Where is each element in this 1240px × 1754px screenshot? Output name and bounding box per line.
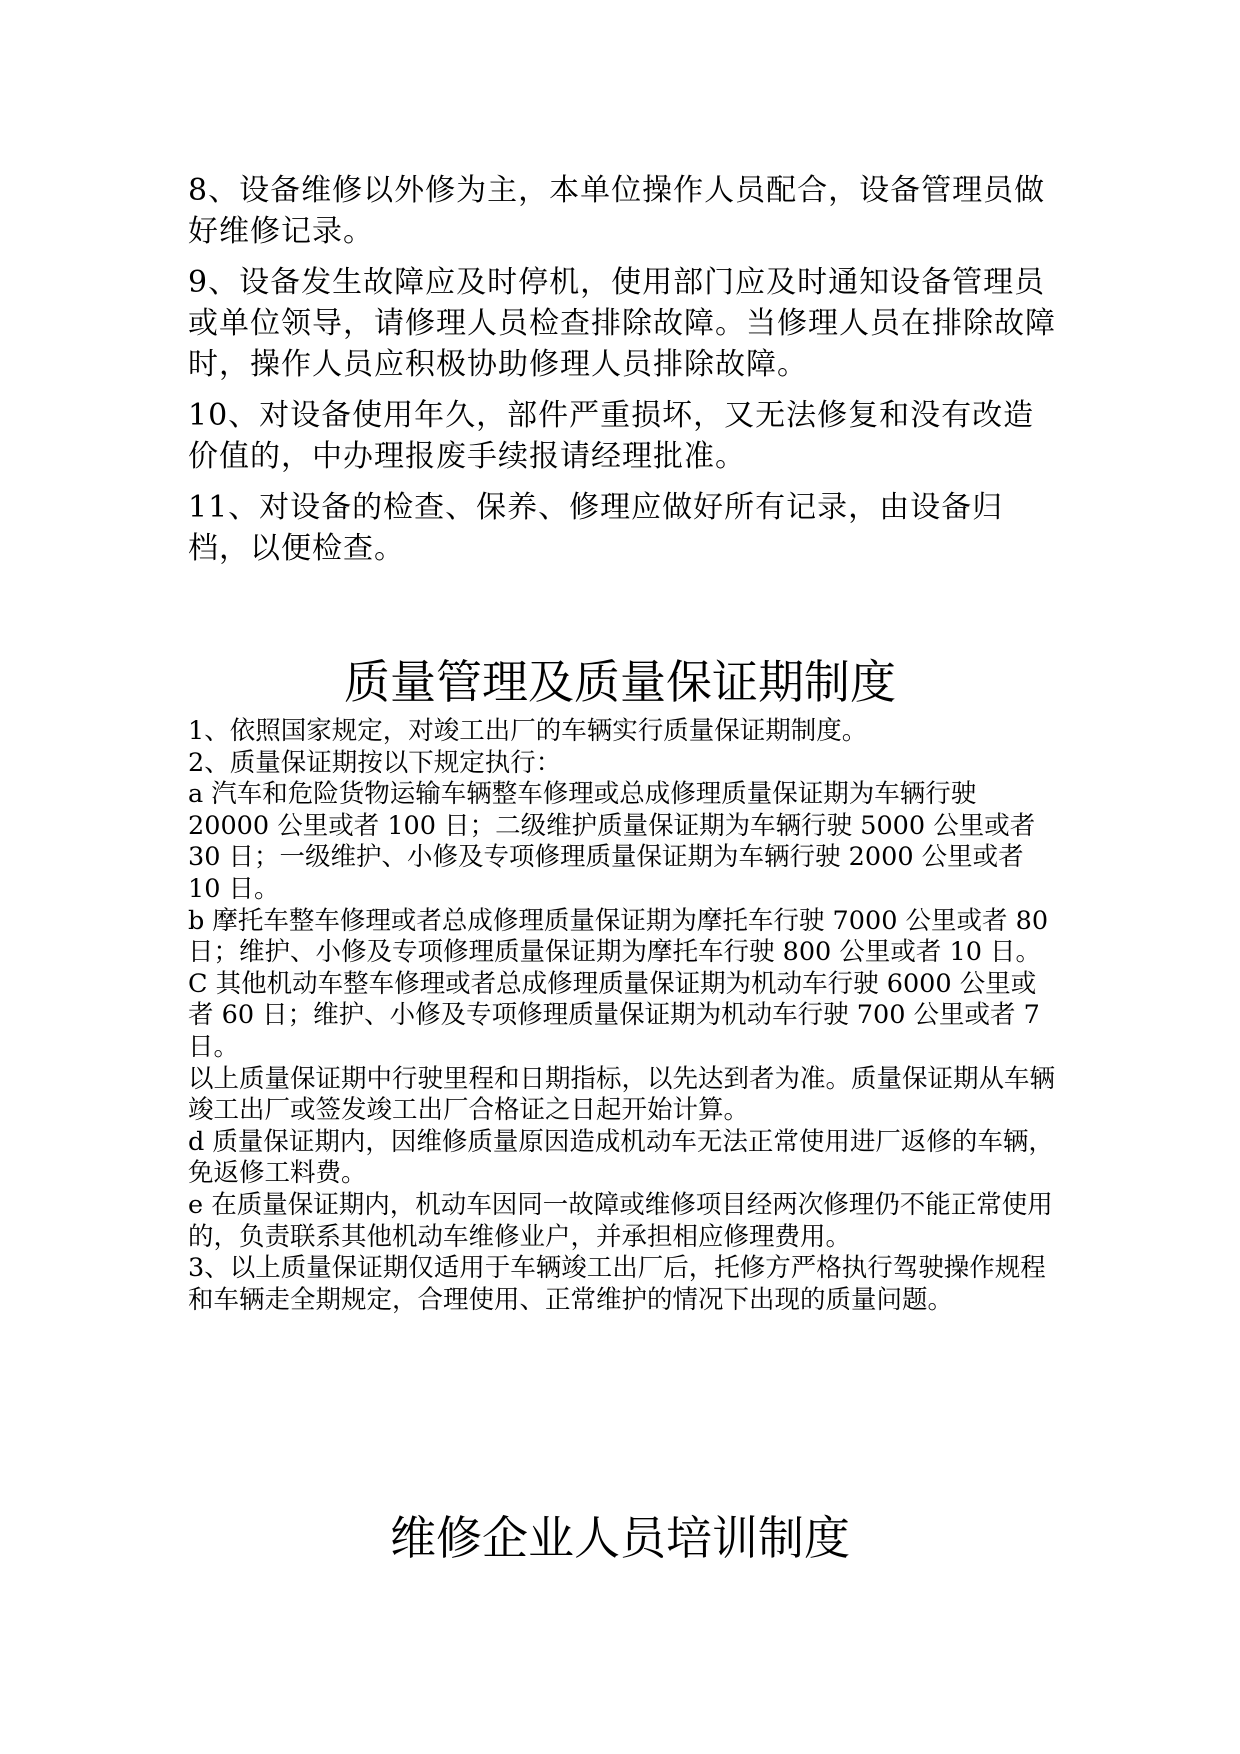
quality-section-title: 质量管理及质量保证期制度 bbox=[344, 655, 896, 709]
equipment-rule-8: 8、设备维修以外修为主，本单位操作人员配合，设备管理员做好维修记录。 bbox=[188, 173, 1046, 249]
quality-rule-3: 3、以上质量保证期仅适用于车辆竣工出厂后，托修方严格执行驾驶操作规程和车辆走全期规定，合理使用、正常维护的情况下出现的质量问题。 bbox=[188, 1253, 1046, 1315]
quality-rule-note: 以上质量保证期中行驶里程和日期指标，以先达到者为准。质量保证期从车辆竣工出厂或签发竣工出厂合格证之日起开始计算。 bbox=[188, 1063, 1056, 1126]
quality-rule-2c: C 其他机动车整车修理或者总成修理质量保证期为机动车行驶 6000 公里或者 60 日；维护、小修及专项修理质量保证期为机动车行驶 700 公里或者 7 日。 bbox=[188, 968, 1040, 1062]
training-section-title: 维修企业人员培训制度 bbox=[390, 1511, 850, 1565]
quality-rule-2a: a 汽车和危险货物运输车辆整车修理或总成修理质量保证期为车辆行驶 20000 公里或者 100 日；二级维护质量保证期为车辆行驶 5000 公里或者 30 日；一级维护、小修及专项修理质量保证期为车辆行驶 2000 公里或者 10 日。 bbox=[188, 779, 1036, 904]
quality-rule-2b: b 摩托车整车修理或者总成修理质量保证期为摩托车行驶 7000 公里或者 80 日；维护、小修及专项修理质量保证期为摩托车行驶 800 公里或者 10 日。 bbox=[188, 905, 1049, 968]
equipment-rules-section bbox=[188, 170, 1058, 579]
quality-rule-2d: d 质量保证期内，因维修质量原因造成机动车无法正常使用进厂返修的车辆，免返修工料费。 bbox=[188, 1126, 1054, 1189]
equipment-rule-10: 10、对设备使用年久，部件严重损坏，又无法修复和没有改造价值的，中办理报废手续报请经理批准。 bbox=[188, 398, 1035, 474]
quality-rules-section bbox=[188, 716, 1058, 1316]
quality-rule-2e: e 在质量保证期内，机动车因同一故障或维修项目经两次修理仍不能正常使用的，负责联系其他机动车维修业户，并承担相应修理费用。 bbox=[188, 1189, 1053, 1252]
equipment-rule-9: 9、设备发生故障应及时停机，使用部门应及时通知设备管理员或单位领导，请修理人员检查排除故障。当修理人员在排除故障时，操作人员应积极协助修理人员排除故障。 bbox=[188, 265, 1056, 382]
quality-rule-2: 2、质量保证期按以下规定执行： bbox=[188, 747, 562, 778]
quality-rule-1: 1、依照国家规定，对竣工出厂的车辆实行质量保证期制度。 bbox=[188, 716, 868, 746]
equipment-rule-11: 11、对设备的检查、保养、修理应做好所有记录，由设备归档，以便检查。 bbox=[188, 490, 1004, 566]
